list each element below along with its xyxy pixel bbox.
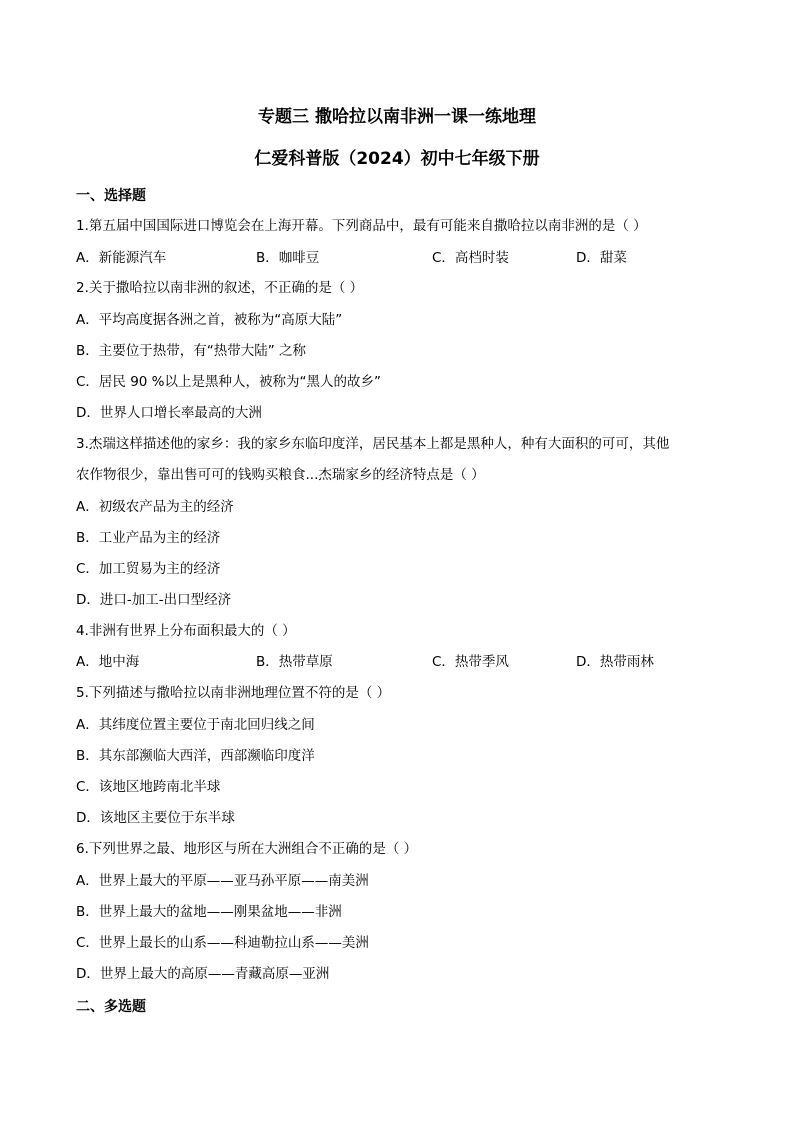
option-b: B．其东部濒临大西洋，西部濒临印度洋: [76, 748, 315, 764]
option-a: A．平均高度据各洲之首，被称为“高原大陆”: [76, 312, 343, 328]
question-stem: 1.第五届中国国际进口博览会在上海开幕。下列商品中，最有可能来自撒哈拉以南非洲的是（ ）: [76, 218, 647, 234]
option-c: C．热带季风: [432, 654, 509, 670]
option-d: D．进口-加工-出口型经济: [76, 592, 232, 608]
option-b: B．工业产品为主的经济: [76, 530, 221, 546]
question-stem: 6.下列世界之最、地形区与所在大洲组合不正确的是（ ）: [76, 841, 418, 857]
option-b: B．热带草原: [256, 654, 333, 670]
question-stem: 5.下列描述与撒哈拉以南非洲地理位置不符的是（ ）: [76, 685, 391, 701]
question-stem: 3.杰瑞这样描述他的家乡：我的家乡东临印度洋，居民基本上都是黑种人，种有大面积的可可，其他: [76, 436, 670, 452]
option-c: C．加工贸易为主的经济: [76, 561, 221, 577]
option-d: D．世界人口增长率最高的大洲: [76, 405, 262, 421]
option-a: A．其纬度位置主要位于南北回归线之间: [76, 717, 315, 733]
document-title: 专题三 撒哈拉以南非洲一课一练地理: [258, 107, 536, 127]
option-c: C．该地区地跨南北半球: [76, 779, 221, 795]
option-b: B．主要位于热带，有“热带大陆” 之称: [76, 343, 307, 359]
option-a: A．世界上最大的平原——亚马孙平原——南美洲: [76, 873, 369, 889]
option-d: D．热带雨林: [576, 654, 654, 670]
document-subtitle: 仁爱科普版（2024）初中七年级下册: [254, 149, 540, 169]
option-d: D．世界上最大的高原——青藏高原—亚洲: [76, 966, 330, 982]
option-c: C．高档时装: [432, 250, 509, 266]
option-a: A．地中海: [76, 654, 140, 670]
option-d: D．甜菜: [576, 250, 627, 266]
option-b: B．咖啡豆: [256, 250, 320, 266]
section-heading-multi-choice: 二、多选题: [76, 999, 146, 1015]
option-a: A．新能源汽车: [76, 250, 167, 266]
option-c: C．世界上最长的山系——科迪勒拉山系——美洲: [76, 935, 369, 951]
option-c: C．居民 90 %以上是黑种人，被称为“黑人的故乡”: [76, 374, 382, 390]
section-heading-single-choice: 一、选择题: [76, 188, 146, 204]
option-b: B．世界上最大的盆地——刚果盆地——非洲: [76, 904, 342, 920]
question-stem: 2.关于撒哈拉以南非洲的叙述，不正确的是（ ）: [76, 280, 364, 296]
option-a: A．初级农产品为主的经济: [76, 499, 234, 515]
option-d: D．该地区主要位于东半球: [76, 810, 235, 826]
question-stem: 4.非洲有世界上分布面积最大的（ ）: [76, 623, 296, 639]
question-stem-continued: 农作物很少，靠出售可可的钱购买粮食...杰瑞家乡的经济特点是（ ）: [76, 467, 485, 483]
